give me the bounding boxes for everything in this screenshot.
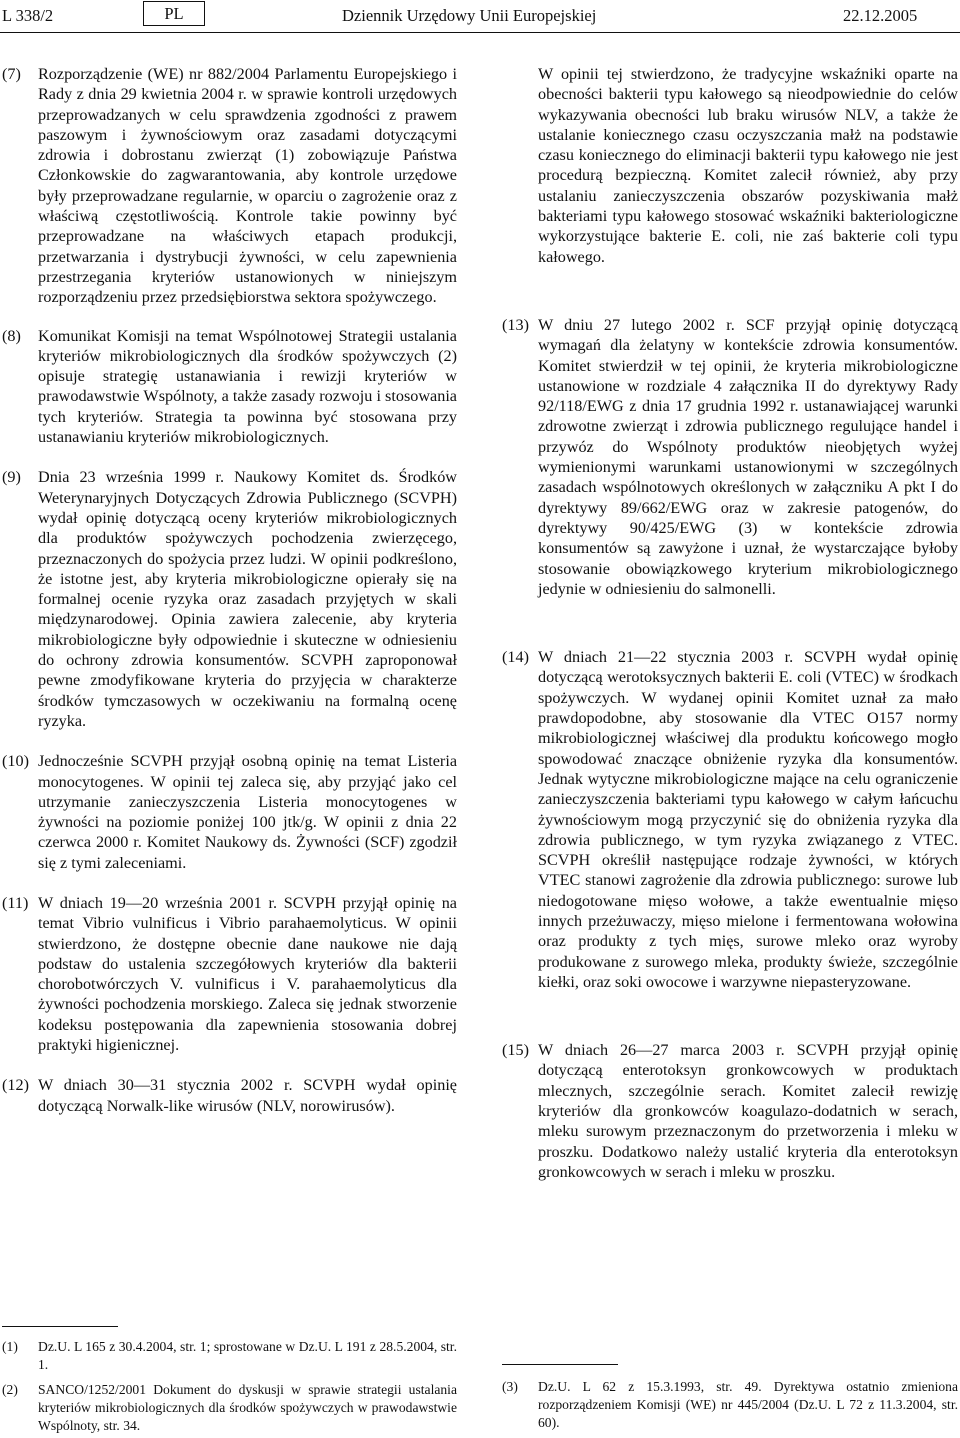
recital-number: (9) [2,468,21,487]
recital-11 [2,893,457,1055]
recital-12-continued [502,64,958,267]
recital-number: (7) [2,65,21,83]
footnote-rule-left [2,1326,118,1327]
recital-number: (14) [502,648,529,667]
recital-15 [502,1040,958,1182]
recital-13 [502,315,958,599]
recital-9 [2,467,457,731]
footnote-1 [2,1338,457,1374]
recital-number: (10) [2,752,29,771]
recital-14 [502,647,958,992]
recital-text: W dniach 30—31 stycznia 2002 r. SCVPH wydał opinię dotyczącą Norwalk-like wirusów (NLV, norowirusów). [38,1076,457,1115]
recital-number: (11) [2,893,29,912]
publication-date: 22.12.2005 [843,6,918,25]
footnote-text: SANCO/1252/2001 Dokument do dyskusji w sprawie strategii ustalania kryteriów mikrobiologicznych dla środków spożywczych w prawodawstwie Wspólnoty, str. 34. [38,1382,457,1433]
recital-8 [2,326,457,448]
footnote-number: (1) [2,1339,18,1354]
recital-text: Komunikat Komisji na temat Wspólnotowej Strategii ustalania kryteriów mikrobiologicznych dla środków spożywczych (2) opisuje strategię ustanawiania i rewizji kryteriów w prawodawstwie Wspólnoty, a także zasady rozwoju i stosowania tych kryteriów. Strategia ta powinna być stosowana przy ustanawianiu kryteriów mikrobiologicznych. [38,326,457,447]
footnote-text: Dz.U. L 62 z 15.3.1993, str. 49. Dyrektywa ostatnio zmieniona rozporządzeniem Komisji (WE) nr 445/2004 (Dz.U. L 72 z 11.3.2004, str. 60). [538,1379,958,1430]
journal-title: Dziennik Urzędowy Unii Europejskiej [342,6,597,25]
footnote-rule-right [502,1364,618,1365]
recital-12 [2,1075,457,1116]
footnote-number: (2) [2,1382,18,1397]
right-column [502,64,958,1182]
footnote-number: (3) [502,1379,518,1394]
recital-text: Jednocześnie SCVPH przyjął osobną opinię na temat Listeria monocytogenes. W opinii tej zaleca się, aby przyjąć jako cel utrzymanie zanieczyszczenia Listeria monocytogenes w żywności na poziomie poniżej 100 jtk/g. W opinii z dnia 22 czerwca 2000 r. Komitet Naukowy ds. Żywności (SCF) zgodził się z tymi zaleceniami. [38,752,457,872]
page-reference: L 338/2 [2,6,54,25]
recital-number: (15) [502,1041,529,1060]
recital-number: (12) [2,1076,29,1095]
recital-10 [2,751,457,873]
recital-text: W dniach 26—27 marca 2003 r. SCVPH przyjął opinię dotyczącą enterotoksyn gronkowcowych w produktach mlecznych, szczególnie serach. Komitet zalecił rewizję kryteriów dla gronkowców koagulazo-dodatnich w serach, mleku surowym przeznaczonym do przetworzenia i mleku w proszku. Dodatkowo należy ustalić kryteria dla enterotoksyn gronkowcowych w serach i mleku w proszku. [538,1041,958,1181]
recital-number: (8) [2,326,21,345]
footnote-2 [2,1381,457,1435]
language-box: PL [143,1,205,26]
left-column [2,64,457,1116]
header-rule [0,32,960,33]
recital-7 [2,64,457,308]
recital-text: Rozporządzenie (WE) nr 882/2004 Parlamentu Europejskiego i Rady z dnia 29 kwietnia 2004 r. w sprawie kontroli urzędowych przeprowadzanych w celu sprawdzenia zgodności z prawem paszowym i żywnościowym oraz zasadami dotyczącymi zdrowia i dobrostanu zwierząt (1) zobowiązuje Państwa Członkowskie do zagwarantowania, aby kontrole urzędowe były przeprowadzane regularnie, w oparciu o zagrożenie oraz z właściwą częstotliwością. Kontrole takie powinny być przeprowadzane na właściwych etapach produkcji, przetwarzania i dystrybucji żywności, w celu zapewnienia przestrzegania kryteriów ustanowionych w niniejszym rozporządzeniu przez przedsiębiorstwa sektora spożywczego. [38,65,457,307]
footnote-3 [502,1378,958,1432]
recital-text: W dniach 21—22 stycznia 2003 r. SCVPH wydał opinię dotyczącą werotoksycznych bakterii E. coli (VTEC) w środkach spożywczych. W wydanej opinii Komitet uznał za mało prawdopodobne, aby stosowanie dla VTEC O157 normy mikrobiologicznej właściwej dla produktu końcowego mogło spowodować znaczące obniżenie ryzyka dla konsumentów. Jednak wytyczne mikrobiologiczne mające na celu ograniczenie zanieczyszczenia bakteriami typu kałowego w całym łańcuchu żywnościowym mogą przyczynić się do obniżenia ryzyka dla zdrowia publicznego, w tym ryzyka związanego z VTEC. SCVPH określił następujące rodzaje żywności, w których VTEC stanowi zagrożenie dla zdrowia publicznego: surowe lub niedogotowane mięso wołowe, a także ewentualnie mięso innych przeżuwaczy, mięso mielone i fermentowana wołowina oraz produkty z tych mięs, surowe mleko oraz wyroby produkowane z surowego mleka, produkty świeże, szczególnie kiełki, oraz soki owocowe i warzywne niepasteryzowane. [538,648,958,991]
recital-number: (13) [502,315,529,334]
page-header [0,0,960,34]
footnote-text: Dz.U. L 165 z 30.4.2004, str. 1; sprostowane w Dz.U. L 191 z 28.5.2004, str. 1. [38,1339,457,1372]
recital-text: W dniach 19—20 września 2001 r. SCVPH przyjął opinię na temat Vibrio vulnificus i Vibrio parahaemolyticus. W opinii stwierdzono, że dostępne obecnie dane naukowe nie dają podstaw do ustalenia szczegółowych kryteriów dla bakterii chorobotwórczych V. vulnificus i V. parahaemolyticus dla żywności pochodzenia morskiego. Zaleca się jednak stworzenie kodeksu postępowania dla zapewnienia stosowania dobrej praktyki higienicznej. [38,893,457,1055]
recital-text: W dniu 27 lutego 2002 r. SCF przyjął opinię dotyczącą wymagań dla żelatyny w kontekście zdrowia konsumentów. Komitet stwierdził w tej opinii, że kryteria mikrobiologiczne ustanowione w rozdziale 4 załącznika II do dyrektywy Rady 92/118/EWG z dnia 17 grudnia 1992 r. ustanawiającej warunki zdrowotne zwierząt i zdrowia publicznego regulujące handel i przywóz do Wspólnoty produktów nieobjętych wyżej wymienionymi warunkami ustanowionymi w szczególnych zasadach wspólnotowych określonych w załączniku A pkt I do dyrektywy 89/662/EWG oraz w zakresie patogenów, do dyrektywy 90/425/EWG (3) w kontekście zdrowia konsumentów są zawyżone i uznał, że wystarczające byłoby stosowanie obowiązkowego kryterium mikrobiologicznego jedynie w odniesieniu do salmonelli. [538,315,958,598]
recital-text: W opinii tej stwierdzono, że tradycyjne wskaźniki oparte na obecności bakterii typu kałowego są nieodpowiednie do celów wykazywania obecności lub braku wirusów NLV, a także że ustalanie koniecznego czasu oczyszczania małż na podstawie czasu koniecznego do eliminacji bakterii typu kałowego nie jest procedurą bezpieczną. Komitet zalecił również, aby przy ustalaniu zanieczyszczenia obszarów pozyskiwania małż bakteriami typu kałowego stosować wskaźniki bakteriologiczne wykorzystujące bakterie E. coli, nie zaś bakterie coli typu kałowego. [538,65,958,266]
recital-text: Dnia 23 września 1999 r. Naukowy Komitet ds. Środków Weterynaryjnych Dotyczących Zdrowia Publicznego (SCVPH) wydał opinię dotyczącą oceny kryteriów mikrobiologicznych dla produktów spożywczych pochodzenia zwierzęcego, przeznaczonych do spożycia przez ludzi. W opinii podkreślono, że istotne jest, aby kryteria mikrobiologiczne opierały się na formalnej ocenie ryzyka oraz zasadach przyjętych w skali międzynarodowej. Opinia zawiera zalecenie, aby kryteria mikrobiologiczne były odpowiednie i skuteczne w odniesieniu do ochrony zdrowia konsumentów. SCVPH zaproponował pewne zmodyfikowane kryteria do przyjęcia w charakterze środków tymczasowych w oczekiwaniu na formalną ocenę ryzyka. [38,468,457,730]
